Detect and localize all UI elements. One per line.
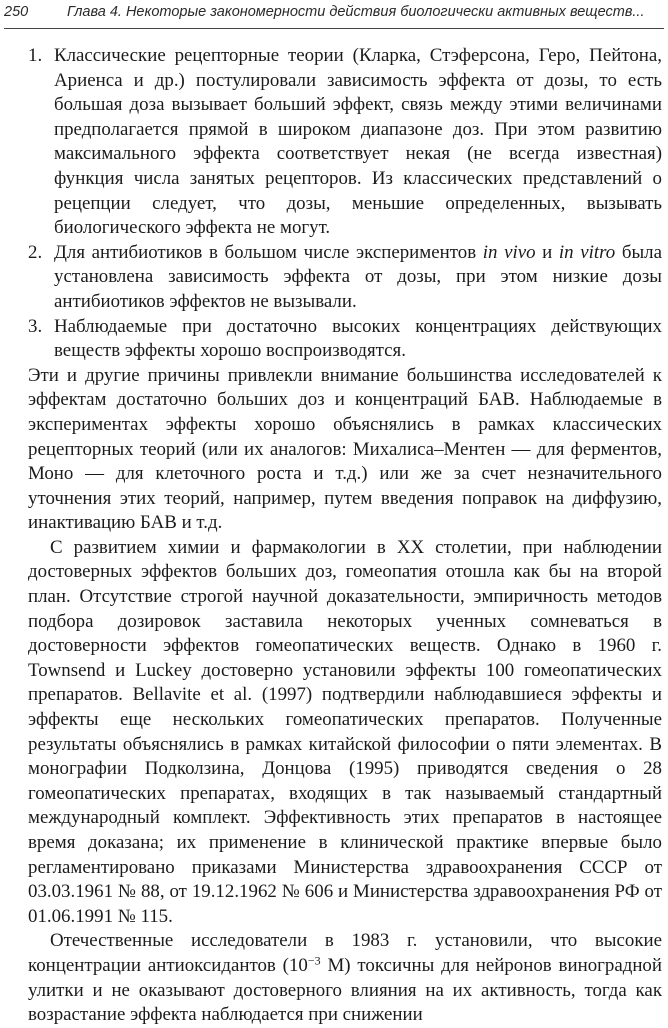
list-item-text (54, 241, 662, 315)
page-number: 250 (4, 4, 29, 20)
running-header (4, 0, 664, 29)
list-item-number: 2. (28, 241, 43, 263)
exponent: −3 (307, 953, 321, 968)
list-item-text: Наблюдаемые при достаточно высоких концентрациях действующих веществ эффекты хорошо воспроизводятся. (54, 315, 662, 362)
text-segment: и (535, 241, 559, 263)
list-item (28, 315, 662, 364)
list-item (28, 44, 662, 241)
paragraph (28, 929, 662, 1027)
italic-term: in vitro (558, 241, 616, 263)
paragraph: С развитием химии и фармакологии в XX столетии, при наблюдении достоверных эффектов больших доз, гомеопатия отошла как бы на второй план. Отсутствие строгой научной доказательности, эмпиричность методов подбора дозировок заставила некоторых ученных сомневаться в достоверности эффектов гомеопатических веществ. Однако в 1960 г. Townsend и Luckey достоверно установили эффекты 100 гомеопатических препаратов. Bellavite et al. (1997) подтвердили наблюдавшиеся эффекты и эффекты еще нескольких гомеопатических препаратов. Полученные результаты объяснялись в рамках китайской философии о пяти элементах. В монографии Подколзина, Донцова (1995) приводятся сведения о 28 гомеопатических препаратах, входящих в так называемый стандартный международный комплект. Эффективность этих препаратов в настоящее время доказана; их применение в клинической практике впервые было регламентировано приказами Министерства здравоохранения СССР от 03.03.1961 № 88, от 19.12.1962 № 606 и Министерства здравоохранения РФ от 01.06.1991 № 115. (28, 536, 662, 927)
list-item-number: 3. (28, 315, 43, 337)
text-segment: Для антибиотиков в большом числе экспериментов (54, 241, 483, 263)
text-segment: была установлена зависимость эффекта от дозы, при этом низкие дозы антибиотиков эффектов не вызывали. (54, 241, 662, 312)
text-segment: М) токсичны для нейронов виноградной улитки и не оказывают достоверного влияния на их активность, тогда как возрастание эффекта наблюдается при снижении (28, 954, 662, 1026)
running-title: Глава 4. Некоторые закономерности действия биологически активных веществ... (67, 4, 645, 20)
numbered-list (28, 44, 662, 364)
page-body (28, 44, 662, 1028)
text-segment: Отечественные исследователи в 1983 г. установили, что высокие концентрации антиоксидантов (10 (28, 930, 662, 976)
list-item (28, 241, 662, 315)
paragraph: Эти и другие причины привлекли внимание большинства исследователей к эффектам достаточно больших доз и концентраций БАВ. Наблюдаемые в экспериментах эффекты хорошо объяснялись в рамках классических рецепторных теорий (или их аналогов: Михалиса–Ментен — для ферментов, Моно — для клеточного роста и т.д.) или же за счет незначительного уточнения этих теорий, например, путем введения поправок на диффузию, инактивацию БАВ и т.д. (28, 364, 662, 534)
list-item-text: Классические рецепторные теории (Кларка, Стэферсона, Геро, Пейтона, Ариенса и др.) постулировали зависимость эффекта от дозы, то есть большая доза вызывает больший эффект, связь между этими величинами предполагается прямой в широком диапазоне доз. При этом развитию максимального эффекта соответствует некая (не всегда известная) функция числа занятых рецепторов. Из классических представлений о рецепции следует, что дозы, меньшие определенных, вызывать биологического эффекта не могут. (54, 45, 662, 239)
italic-term: in vivo (482, 241, 536, 263)
list-item-number: 1. (28, 45, 43, 66)
